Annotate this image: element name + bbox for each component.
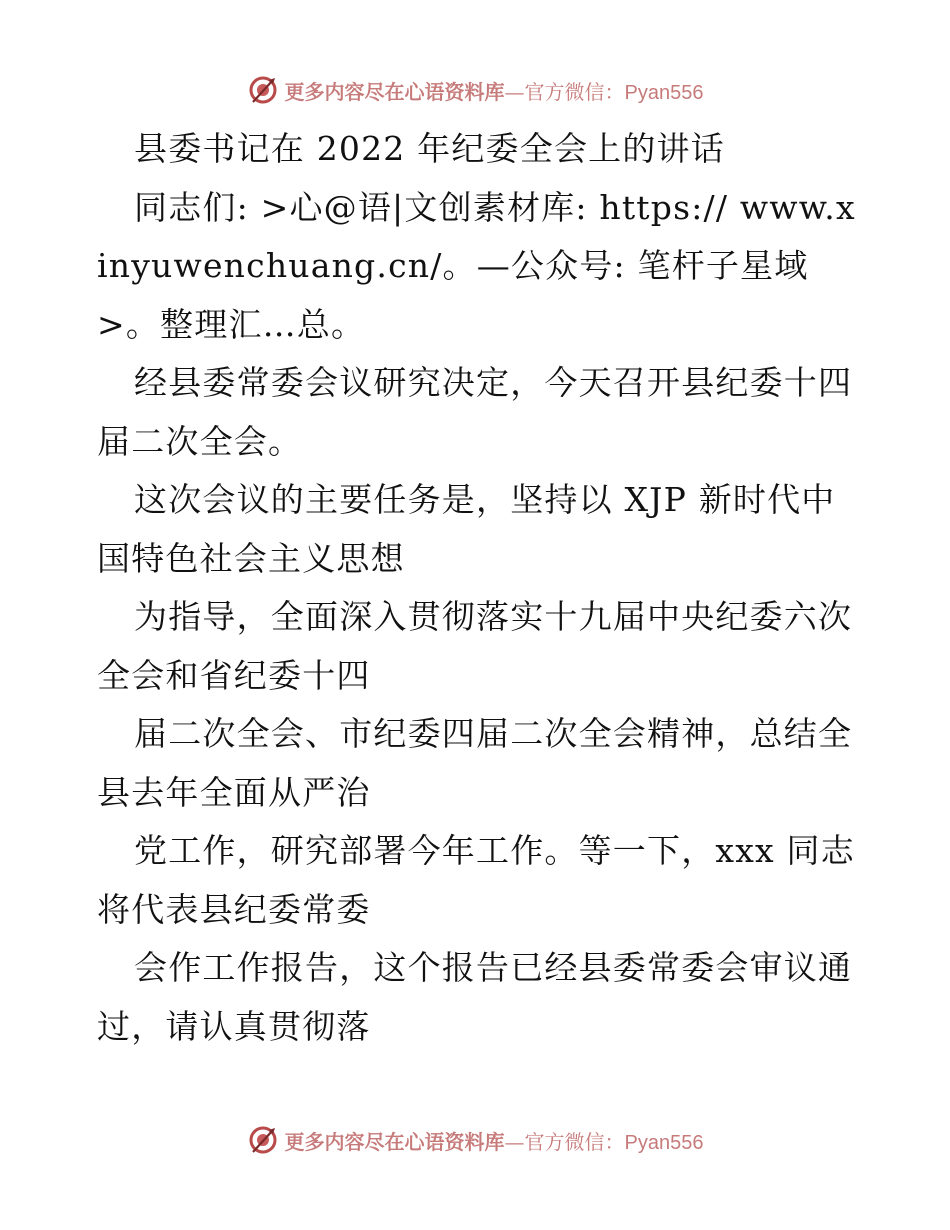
paragraph-6: 会作工作报告，这个报告已经县委常委会审议通过，请认真贯彻落 (97, 948, 853, 1046)
quill-seal-icon (247, 74, 279, 106)
quill-seal-icon (247, 1124, 279, 1156)
paragraph-5: 党工作，研究部署今年工作。等一下，xxx 同志将代表县纪委常委 (97, 831, 855, 929)
watermark-separator: — (504, 79, 525, 104)
watermark-separator: — (504, 1129, 525, 1154)
watermark-slogan: 更多内容尽在心语资料库 (284, 1129, 505, 1154)
bottom-watermark-banner (0, 1120, 950, 1160)
watermark-contact: 官方微信：Pyan556 (524, 1131, 704, 1154)
paragraph-4: 届二次全会、市纪委四届二次全会精神，总结全县去年全面从严治 (97, 714, 853, 812)
paragraph-3: 为指导，全面深入贯彻落实十九届中央纪委六次全会和省纪委十四 (97, 597, 853, 695)
paragraph-1: 经县委常委会议研究决定，今天召开县纪委十四届二次全会。 (97, 363, 853, 461)
watermark-text (285, 1126, 704, 1155)
watermark-contact: 官方微信：Pyan556 (524, 81, 704, 104)
paragraph-greeting: 同志们: >心@语|文创素材库: https:// www.xinyuwenchuang.cn/。—公众号: 笔杆子星域 >。整理汇…总。 (97, 187, 856, 344)
watermark-slogan: 更多内容尽在心语资料库 (284, 79, 505, 104)
top-watermark-banner (0, 70, 950, 110)
paragraph-2: 这次会议的主要任务是，坚持以 XJP 新时代中国特色社会主义思想 (97, 480, 836, 578)
watermark-text (285, 76, 704, 105)
document-body (97, 120, 857, 1056)
document-title: 县委书记在 2022 年纪委全会上的讲话 (134, 129, 725, 168)
